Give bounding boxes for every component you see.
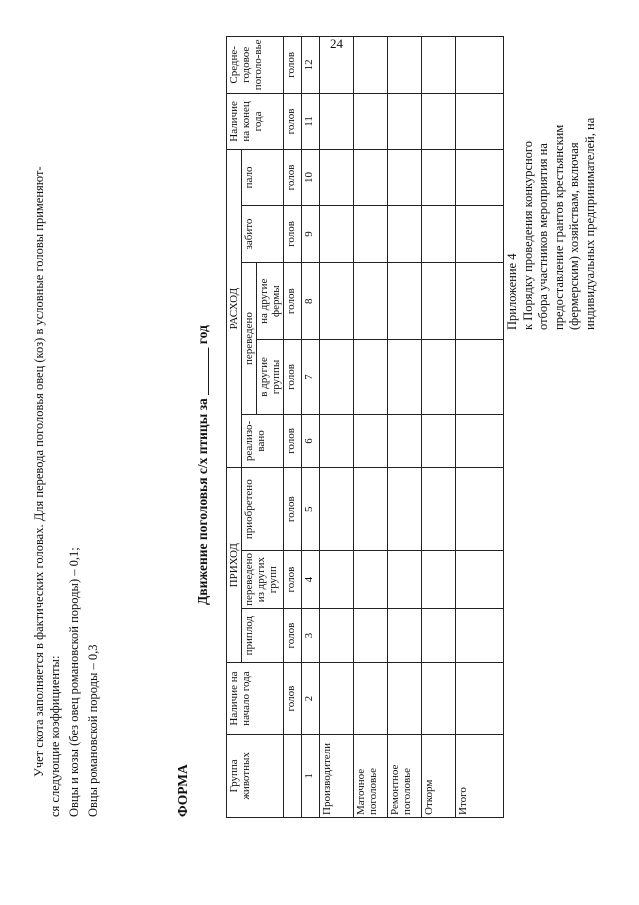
table-cell-empty [422,263,456,340]
table-cell-empty [320,93,354,150]
table-cell-empty [388,150,422,206]
unit-cell: голов [284,468,302,551]
header-expense-transferred: переведено [242,263,257,414]
table-cell-empty [456,263,504,340]
intro-line-2: ся следующие коэффициенты: [48,655,62,817]
table-cell-empty [422,93,456,150]
table-row [388,37,422,818]
table-cell-empty [456,340,504,415]
table-cell-empty [320,414,354,467]
table-cell-empty [456,663,504,734]
table-title: Движение поголовья с/х птицы за _______ год [195,325,210,605]
page-number: 24 [330,36,343,51]
table-cell-empty [320,608,354,662]
table-cell-empty [456,608,504,662]
table-cell-empty [456,468,504,551]
column-number: 3 [302,608,320,662]
unit-cell-empty [284,734,302,817]
table-cell-empty [354,37,388,94]
unit-cell: голов [284,414,302,467]
column-number: 5 [302,468,320,551]
forma-label: ФОРМА [175,764,190,817]
table-cell-empty [354,663,388,734]
row-label: Маточное поголовье [354,734,388,817]
appendix-line: к Порядку проведения конкурсного [520,141,535,330]
table-cell-empty [388,608,422,662]
header-expense-to-farms: на другие фермы [257,263,284,340]
unit-cell: голов [284,608,302,662]
table-cell-empty [456,205,504,263]
unit-cell: голов [284,663,302,734]
table-cell-empty [388,340,422,415]
table-cell-empty [388,663,422,734]
table-cell-empty [320,551,354,609]
header-expense: РАСХОД [227,150,242,468]
unit-cell: голов [284,37,302,94]
header-income-offspring: приплод [242,608,284,662]
table-cell-empty [354,340,388,415]
header-expense-died: пало [242,150,284,206]
column-number: 6 [302,414,320,467]
table-cell-empty [354,468,388,551]
table-cell-empty [456,551,504,609]
header-average: Средне-годовое поголо-вье [227,37,284,94]
header-income: ПРИХОД [227,468,242,663]
row-label: Производители [320,734,354,817]
table-cell-empty [422,414,456,467]
table-cell-empty [320,263,354,340]
table-cell-empty [388,205,422,263]
appendix-note [505,0,598,330]
table-cell-empty [388,93,422,150]
intro-line-1: Учет скота заполняется в фактических головах. Для перевода поголовья овец (коз) в условные головы применяют- [32,166,46,777]
table-cell-empty [320,37,354,94]
unit-cell: голов [284,263,302,340]
table-cell-empty [388,414,422,467]
table-cell-empty [320,150,354,206]
column-number: 1 [302,734,320,817]
column-number: 12 [302,37,320,94]
table-cell-empty [388,551,422,609]
table-cell-empty [422,150,456,206]
column-number: 7 [302,340,320,415]
table-row [354,37,388,818]
column-number: 2 [302,663,320,734]
table-cell-empty [388,263,422,340]
table-cell-empty [354,414,388,467]
table-cell-empty [354,150,388,206]
table-row [320,37,354,818]
table-cell-empty [354,608,388,662]
header-income-transferred: переведено из других групп [242,551,284,609]
table-cell-empty [422,663,456,734]
row-label: Ремонтное поголовье [388,734,422,817]
column-number: 11 [302,93,320,150]
table-cell-empty [422,340,456,415]
table-cell-empty [320,468,354,551]
column-number: 10 [302,150,320,206]
header-end: Наличие на конец года [227,93,284,150]
header-income-bought: приобретено [242,468,284,551]
column-number: 9 [302,205,320,263]
table-cell-empty [388,468,422,551]
intro-line-3: Овцы и козы (без овец романовской породы) – 0,1; [67,547,81,817]
row-label: Итого [456,734,504,817]
table-cell-empty [320,663,354,734]
unit-cell: голов [284,93,302,150]
appendix-line: (фермерским) хозяйствам, включая [567,142,581,330]
appendix-line: предоставление грантов крестьянским [551,124,566,330]
header-expense-slaughtered: забито [242,205,284,263]
table-cell-empty [422,608,456,662]
table-cell-empty [456,37,504,94]
unit-cell: голов [284,340,302,415]
table-cell-empty [320,340,354,415]
table-cell-empty [354,205,388,263]
table-cell-empty [422,551,456,609]
header-start: Наличие на начало года [227,663,284,734]
table-cell-empty [422,37,456,94]
header-expense-sold: реализо-вано [242,414,284,467]
table-cell-empty [422,468,456,551]
intro-line-4: Овцы романовской породы – 0,3 [86,644,100,817]
appendix-line: индивидуальных предпринимателей, на [582,117,597,330]
unit-cell: голов [284,205,302,263]
table-cell-empty [456,150,504,206]
table-cell-empty [422,205,456,263]
table-cell-empty [320,205,354,263]
unit-cell: голов [284,551,302,609]
header-expense-to-groups: в другие группы [257,340,284,415]
table-row [422,37,456,818]
table-cell-empty [354,263,388,340]
table-cell-empty [354,93,388,150]
column-number: 8 [302,263,320,340]
table-row-total [456,37,504,818]
appendix-line: отбора участников мероприятия на [536,143,550,330]
table-cell-empty [354,551,388,609]
column-number: 4 [302,551,320,609]
table-cell-empty [456,93,504,150]
table-cell-empty [456,414,504,467]
table-cell-empty [388,37,422,94]
unit-cell: голов [284,150,302,206]
appendix-line: Приложение 4 [505,253,519,330]
row-label: Откорм [422,734,456,817]
livestock-movement-table [226,36,504,818]
header-group: Группа животных [227,734,284,817]
